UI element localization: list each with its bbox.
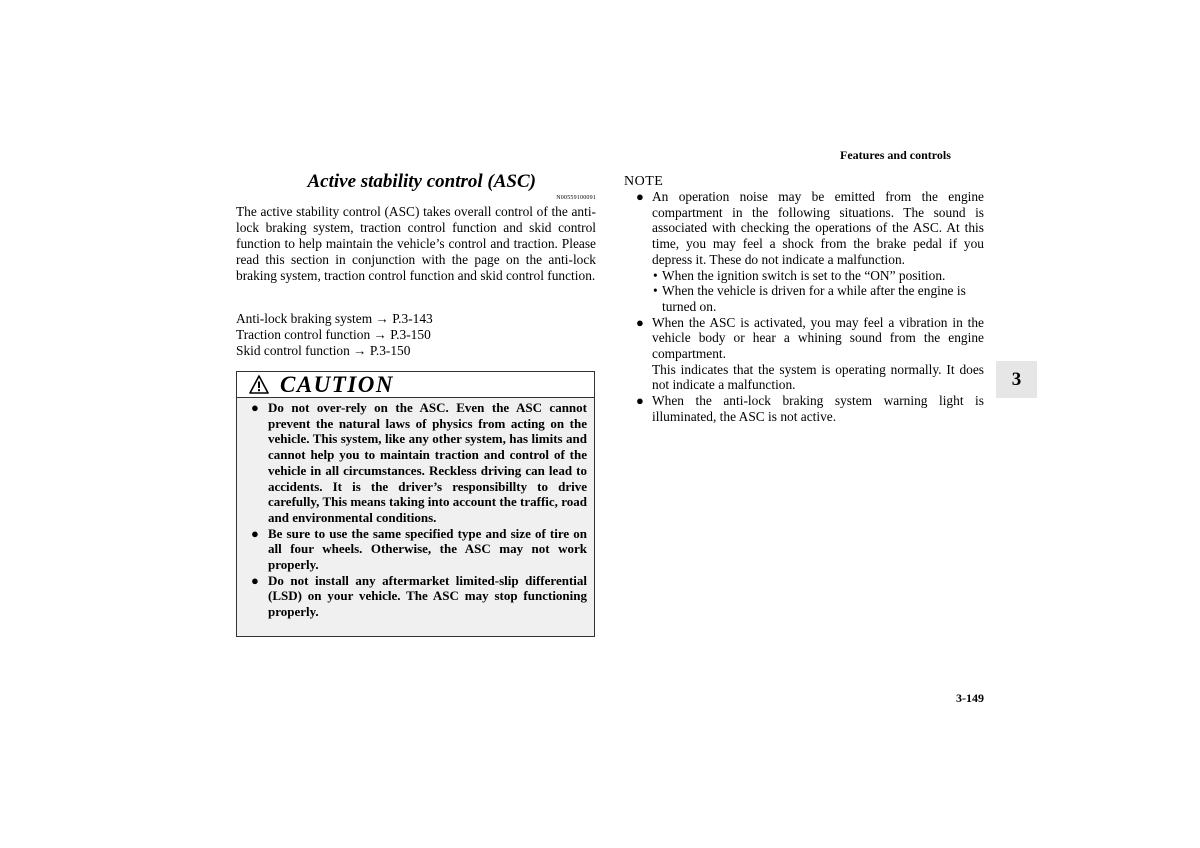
- running-header: Features and controls: [840, 148, 951, 162]
- intro-paragraph: The active stability control (ASC) takes overall control of the anti-lock braking system, traction control function and skid control function to help maintain the vehicle’s control and traction. Please read this section in conjunction with the page on the anti-lock braking system, traction control function and skid control function.: [236, 204, 596, 283]
- note-sub-item: [652, 268, 984, 284]
- chapter-number: 3: [1011, 369, 1022, 390]
- note-label: NOTE: [624, 174, 664, 189]
- note-sub-item-text: When the ignition switch is set to the “ON” position.: [662, 267, 946, 283]
- section-title: Active stability control (ASC): [307, 171, 536, 192]
- caution-header: [237, 372, 594, 398]
- note-item: [636, 393, 984, 424]
- reference-abs[interactable]: Anti-lock braking system → P.3-143: [236, 311, 433, 326]
- bullet-icon: ●: [251, 525, 259, 541]
- note-item-text-continued: This indicates that the system is operating normally. It does not indicate a malfunction.: [652, 361, 984, 393]
- caution-item-text: Do not install any aftermarket limited-slip differential (LSD) on your vehicle. The ASC may stop functioning properly.: [268, 572, 587, 620]
- bullet-icon: ●: [251, 400, 259, 415]
- sub-bullet-icon: •: [653, 267, 658, 283]
- chapter-tab: [996, 361, 1037, 398]
- reference-skid-control[interactable]: Skid control function → P.3-150: [236, 343, 411, 358]
- caution-label: CAUTION: [280, 372, 395, 397]
- note-item: [636, 315, 984, 394]
- note-sub-item: [652, 283, 984, 314]
- note-list: [636, 189, 984, 425]
- note-item-text: When the ASC is activated, you may feel a vibration in the vehicle body or hear a whining sound from the engine compartment.: [652, 314, 984, 362]
- reference-traction-control[interactable]: Traction control function → P.3-150: [236, 327, 431, 342]
- note-item-text: When the anti-lock braking system warning light is illuminated, the ASC is not active.: [652, 393, 984, 424]
- caution-item-text: Do not over-rely on the ASC. Even the ASC cannot prevent the natural laws of physics from acting on the vehicle. This system, like any other system, has limits and cannot help you to maintain traction and control of the vehicle in all circumstances. Reckless driving can lead to accidents. It is the driver’s responsibillty to drive carefully, This means taking into account the traffic, road and environmental conditions.: [268, 400, 587, 525]
- caution-item: [251, 526, 587, 573]
- bullet-icon: ●: [636, 189, 644, 204]
- bullet-icon: ●: [636, 393, 644, 409]
- caution-item: [251, 573, 587, 620]
- note-sub-list: [652, 268, 984, 315]
- bullet-icon: ●: [636, 314, 644, 330]
- caution-item: [251, 400, 587, 526]
- caution-item-text: Be sure to use the same specified type and size of tire on all four wheels. Otherwise, the ASC may not work properly.: [268, 525, 587, 573]
- note-item-text: An operation noise may be emitted from the engine compartment in the following situations. The sound is associated with checking the operations of the ASC. At this time, you may feel a shock from the brake pedal if you depress it. These do not indicate a malfunction.: [652, 189, 984, 267]
- page-number: 3-149: [956, 691, 984, 705]
- note-sub-item-text: When the vehicle is driven for a while after the engine is turned on.: [662, 283, 966, 314]
- caution-box: [236, 371, 595, 637]
- sub-bullet-icon: •: [653, 283, 658, 299]
- reference-list: [236, 311, 596, 359]
- section-code: N00559100091: [556, 195, 596, 201]
- caution-list: [251, 400, 587, 620]
- note-item: [636, 189, 984, 315]
- warning-triangle-icon: [249, 375, 269, 394]
- bullet-icon: ●: [251, 572, 259, 588]
